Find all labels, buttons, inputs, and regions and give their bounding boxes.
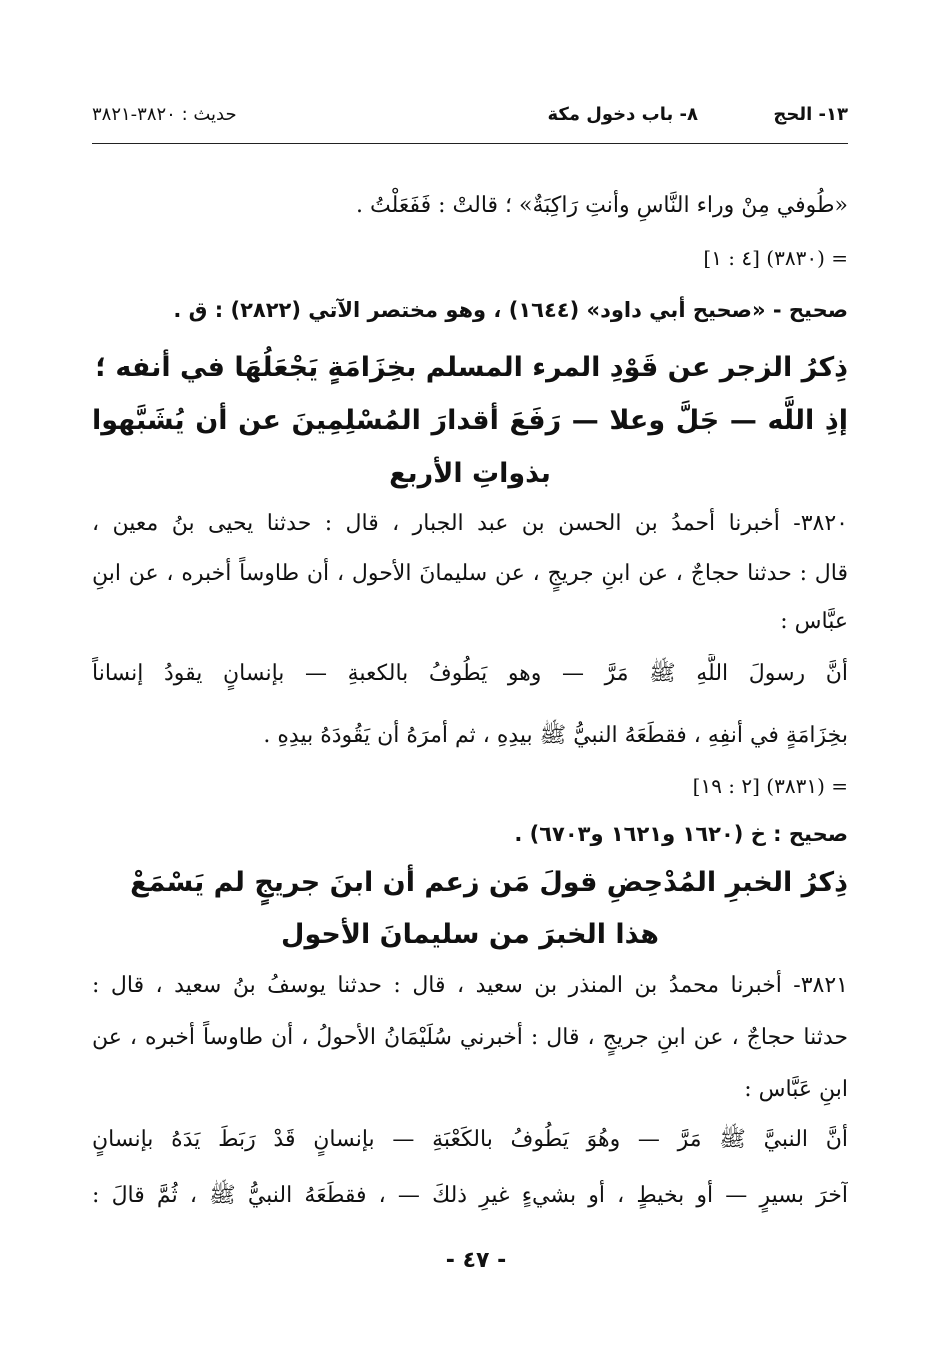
text-line: حدثنا حجاجٌ ، عن ابنِ جريجٍ ، قال : أخبرني سُلَيْمَانُ الأحولُ ، أن طاوساً أخبره ، عن: [92, 1025, 848, 1050]
hadith-text-line: أنَّ النبيَّ ﷺ مَرَّ — وهُوَ يَطُوفُ بالكَعْبَةِ — بإنسانٍ قَدْ رَبَطَ يَدَهُ بإنسانٍ: [92, 1127, 848, 1152]
grading-line: صحيح - «صحيح أبي داود» (١٦٤٤) ، وهو مختصر الآتي (٢٨٢٢) : ق .: [173, 298, 848, 322]
text-line: قال : حدثنا حجاجٌ ، عن ابنِ جريجٍ ، عن سليمانَ الأحول ، أن طاوساً أخبره ، عن ابنِ: [92, 561, 848, 586]
chapter-heading: هذا الخبرَ من سليمانَ الأحول: [281, 919, 659, 950]
hadith-range: حديث : ٣٨٢٠-٣٨٢١: [92, 104, 237, 125]
text-line: ٣٨٢٠- أخبرنا أحمدُ بن الحسن بن عبد الجبار ، قال : حدثنا يحيى بنُ معين ،: [92, 511, 848, 536]
chapter-title: ١٣- الحج: [773, 104, 848, 125]
reference-line: = (٣٨٣٠) [٤ : ١]: [703, 246, 848, 270]
chapter-heading: إذِ اللَّه — جَلَّ وعلا — رَفَعَ أقدارَ المُسْلِمِينَ عن أن يُشَبَّهوا: [92, 405, 848, 436]
text-line: ابنِ عَبَّاس :: [744, 1077, 848, 1102]
text-line: ٣٨٢١- أخبرنا محمدُ بن المنذر بن سعيد ، قال : حدثنا يوسفُ بنُ سعيد ، قال :: [92, 973, 848, 998]
running-header: [92, 100, 848, 134]
text-line: «طُوفي مِنْ وراء النَّاسِ وأنتِ رَاكِبَةٌ» ؛ قالتْ : فَفَعَلْتُ .: [355, 193, 848, 218]
text-line: عبَّاس :: [780, 609, 848, 634]
section-title: ٨- باب دخول مكة: [547, 104, 698, 125]
chapter-heading: ذِكرُ الزجر عن قَوْدِ المرء المسلم بخِزَامَةٍ يَجْعَلُهَا في أنفه ؛: [95, 352, 848, 383]
chapter-heading: بذواتِ الأربع: [389, 458, 551, 489]
chapter-heading: ذِكرُ الخبرِ المُدْحِضِ قولَ مَن زعم أن ابنَ جريجٍ لم يَسْمَعْ: [130, 867, 848, 898]
hadith-text-line: آخرَ بسيرٍ — أو بخيطٍ ، أو بشيءٍ غيرِ ذلكَ — ، فقطَعَهُ النبيُّ ﷺ ، ثُمَّ قالَ :: [92, 1183, 848, 1208]
hadith-text-line: أنَّ رسولَ اللَّهِ ﷺ مَرَّ — وهو يَطُوفُ بالكعبةِ — بإنسانٍ يقودُ إنساناً: [92, 661, 848, 686]
reference-line: = (٣٨٣١) [٢ : ١٩]: [692, 774, 848, 798]
header-rule: [92, 143, 848, 144]
grading-line: صحيح : خ (١٦٢٠ و١٦٢١ و٦٧٠٣) .: [514, 822, 848, 846]
page-number: - ٤٧ -: [445, 1248, 507, 1273]
hadith-text-line: بخِزَامَةٍ في أنفِهِ ، فقطَعَهُ النبيُّ ﷺ بيدِهِ ، ثم أمرَهُ أن يَقُودَهُ بيدِهِ .: [263, 723, 848, 748]
